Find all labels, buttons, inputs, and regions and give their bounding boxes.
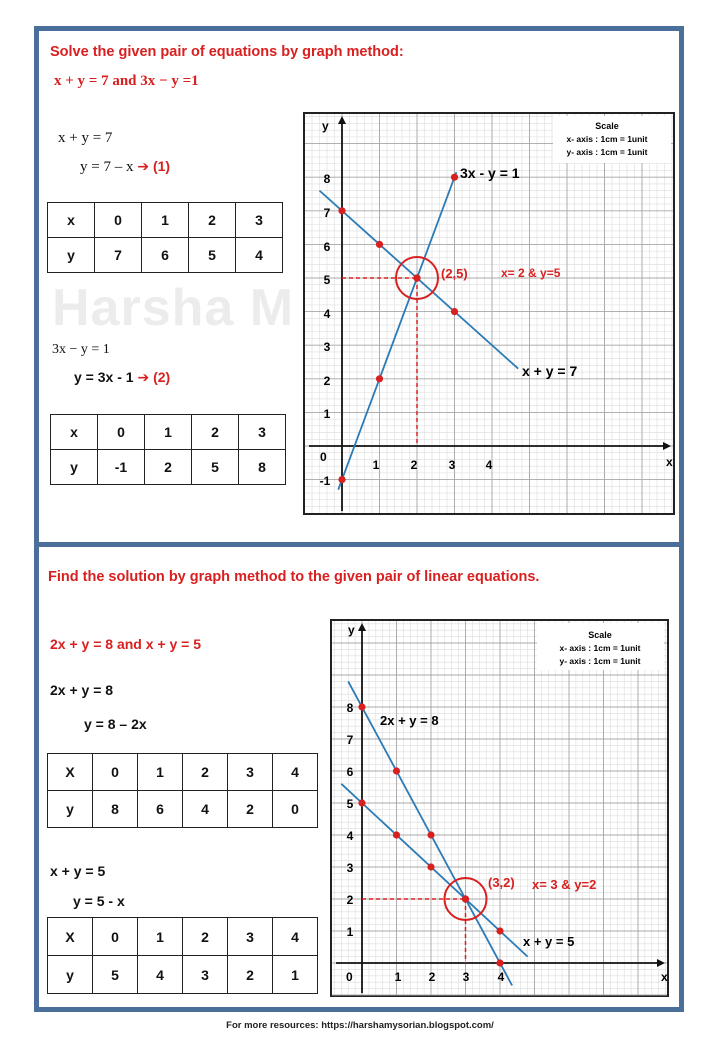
intersection-label: (2,5): [441, 266, 468, 281]
table-header-y: y: [48, 956, 93, 994]
scale-x-text: x- axis : 1cm = 1unit: [566, 134, 648, 144]
line-label-x-y: x + y = 7: [522, 363, 578, 379]
y-tick-label: 5: [346, 797, 354, 811]
intersection-label: (3,2): [488, 875, 515, 890]
data-point: [427, 831, 434, 838]
scale-y-text: y- axis : 1cm = 1unit: [566, 147, 648, 157]
table-cell: 2: [228, 791, 273, 828]
y-axis-label: y: [348, 623, 355, 637]
s2-value-table-1: [47, 753, 318, 828]
origin-label: 0: [346, 970, 353, 984]
y-tick-label: 1: [323, 407, 331, 421]
table-cell: 3: [228, 754, 273, 791]
table-cell: 8: [93, 791, 138, 828]
arrow-icon: ➔: [137, 369, 150, 385]
y-tick-label: 7: [346, 733, 354, 747]
table-cell: 0: [95, 203, 142, 238]
data-point: [462, 895, 469, 902]
table-cell: 5: [189, 238, 236, 273]
y-tick-label: 3: [323, 340, 331, 354]
s2-eq1-line2: y = 8 – 2x: [84, 716, 147, 732]
data-point: [376, 375, 383, 382]
table-header-y: y: [48, 238, 95, 273]
y-axis-arrow: [338, 116, 346, 124]
series-line-1: [338, 172, 456, 490]
s1-eq2-line2-row: [74, 369, 170, 386]
s2-eq2-line2: y = 5 - x: [73, 893, 125, 909]
graph-1-svg: [305, 114, 673, 513]
data-point: [358, 703, 365, 710]
table-header-x: x: [48, 203, 95, 238]
table-cell: -1: [98, 450, 145, 485]
s1-value-table-2: [50, 414, 286, 485]
scale-x-text: x- axis : 1cm = 1unit: [559, 643, 641, 653]
table-cell: 2: [183, 918, 228, 956]
table-header-y: y: [51, 450, 98, 485]
table-cell: 3: [228, 918, 273, 956]
x-tick-label: 2: [410, 458, 418, 472]
graph-grid: [332, 621, 667, 995]
table-cell: 2: [228, 956, 273, 994]
table-cell: 2: [145, 450, 192, 485]
s2-value-table-2: [47, 917, 318, 994]
table-cell: 4: [273, 918, 318, 956]
section2-title: Find the solution by graph method to the given pair of linear equations.: [48, 569, 540, 585]
s2-eq1-line1: 2x + y = 8: [50, 682, 114, 698]
s1-eq2-line1: 3x − y = 1: [52, 342, 110, 357]
s1-value-table-1: [47, 202, 283, 273]
data-point: [496, 959, 503, 966]
table-cell: 0: [93, 754, 138, 791]
y-tick-label: 2: [346, 893, 354, 907]
table-cell: 4: [138, 956, 183, 994]
y-axis-label: y: [322, 119, 329, 133]
table-cell: 0: [98, 415, 145, 450]
y-tick-label: 1: [346, 925, 354, 939]
data-point: [393, 831, 400, 838]
scale-y-text: y- axis : 1cm = 1unit: [559, 656, 641, 666]
s2-eq2-line1: x + y = 5: [50, 863, 106, 879]
s1-eq1-tag: (1): [152, 158, 171, 174]
y-tick-label: 4: [323, 307, 331, 321]
y-tick-label: 6: [323, 240, 331, 254]
solution-label: x= 2 & y=5: [501, 266, 561, 280]
data-point: [338, 207, 345, 214]
data-point: [451, 174, 458, 181]
section-divider: [34, 542, 684, 547]
x-tick-label: 1: [372, 458, 380, 472]
x-axis-label: x: [661, 970, 668, 984]
table-cell: 2: [189, 203, 236, 238]
table-cell: 1: [273, 956, 318, 994]
y-tick-label: 8: [346, 701, 354, 715]
graph-2: [330, 619, 669, 997]
line-label-x-y: x + y = 5: [523, 934, 575, 949]
data-point: [451, 308, 458, 315]
line-label-2x-y: 2x + y = 8: [380, 713, 439, 728]
x-tick-label: 4: [497, 970, 505, 984]
y-tick-label: 7: [323, 206, 331, 220]
y-axis-arrow: [358, 623, 366, 631]
table-cell: 3: [183, 956, 228, 994]
table-header-x: X: [48, 754, 93, 791]
footer-resources: For more resources: https://harshamysorian.blogspot.com/: [226, 1020, 494, 1031]
table-cell: 2: [192, 415, 239, 450]
solution-label: x= 3 & y=2: [532, 877, 597, 892]
x-axis-label: x: [666, 455, 673, 469]
table-cell: 1: [138, 918, 183, 956]
y-tick-label-negative: -1: [319, 474, 331, 488]
scale-title: Scale: [595, 121, 619, 131]
section2-equations: 2x + y = 8 and x + y = 5: [50, 636, 201, 652]
graph-1: [303, 112, 675, 515]
table-cell: 1: [142, 203, 189, 238]
table-cell: 0: [93, 918, 138, 956]
table-header-x: x: [51, 415, 98, 450]
table-cell: 4: [236, 238, 283, 273]
line-label-3x-y: 3x - y = 1: [460, 165, 520, 181]
table-cell: 4: [183, 791, 228, 828]
x-tick-label: 3: [462, 970, 470, 984]
y-tick-label: 5: [323, 273, 331, 287]
table-cell: 5: [192, 450, 239, 485]
data-point: [496, 927, 503, 934]
s1-eq1-line2: y = 7 – x: [80, 159, 134, 175]
x-axis-arrow: [663, 442, 671, 450]
table-header-y: y: [48, 791, 93, 828]
scale-title: Scale: [588, 630, 612, 640]
table-cell: 2: [183, 754, 228, 791]
s1-eq1-line2-row: [80, 158, 170, 176]
table-cell: 0: [273, 791, 318, 828]
table-cell: 3: [239, 415, 286, 450]
table-cell: 1: [145, 415, 192, 450]
y-tick-label: 3: [346, 861, 354, 875]
table-cell: 4: [273, 754, 318, 791]
table-cell: 7: [95, 238, 142, 273]
x-tick-label: 1: [394, 970, 402, 984]
table-cell: 6: [142, 238, 189, 273]
x-tick-label: 4: [485, 458, 493, 472]
data-point: [413, 274, 420, 281]
graph-2-svg: [332, 621, 667, 995]
x-tick-label: 2: [428, 970, 436, 984]
table-cell: 5: [93, 956, 138, 994]
table-cell: 6: [138, 791, 183, 828]
y-tick-label: 8: [323, 172, 331, 186]
watermark: Harsha M: [52, 279, 295, 337]
data-point: [427, 863, 434, 870]
s1-eq1-line1: x + y = 7: [58, 130, 113, 146]
y-tick-label: 6: [346, 765, 354, 779]
s1-eq2-tag: (2): [153, 369, 171, 385]
table-cell: 8: [239, 450, 286, 485]
origin-label: 0: [320, 450, 327, 464]
section1-equations: x + y = 7 and 3x − y =1: [54, 73, 199, 89]
s1-eq2-line2: y = 3x - 1: [74, 369, 134, 385]
section1-title: Solve the given pair of equations by graph method:: [50, 44, 404, 60]
x-axis-arrow: [657, 959, 665, 967]
table-cell: 3: [236, 203, 283, 238]
data-point: [376, 241, 383, 248]
x-tick-label: 3: [448, 458, 456, 472]
table-header-x: X: [48, 918, 93, 956]
y-tick-label: 4: [346, 829, 354, 843]
y-tick-label: 2: [323, 374, 331, 388]
arrow-icon: ➔: [137, 158, 150, 174]
data-point: [338, 476, 345, 483]
table-cell: 1: [138, 754, 183, 791]
data-point: [393, 767, 400, 774]
data-point: [358, 799, 365, 806]
